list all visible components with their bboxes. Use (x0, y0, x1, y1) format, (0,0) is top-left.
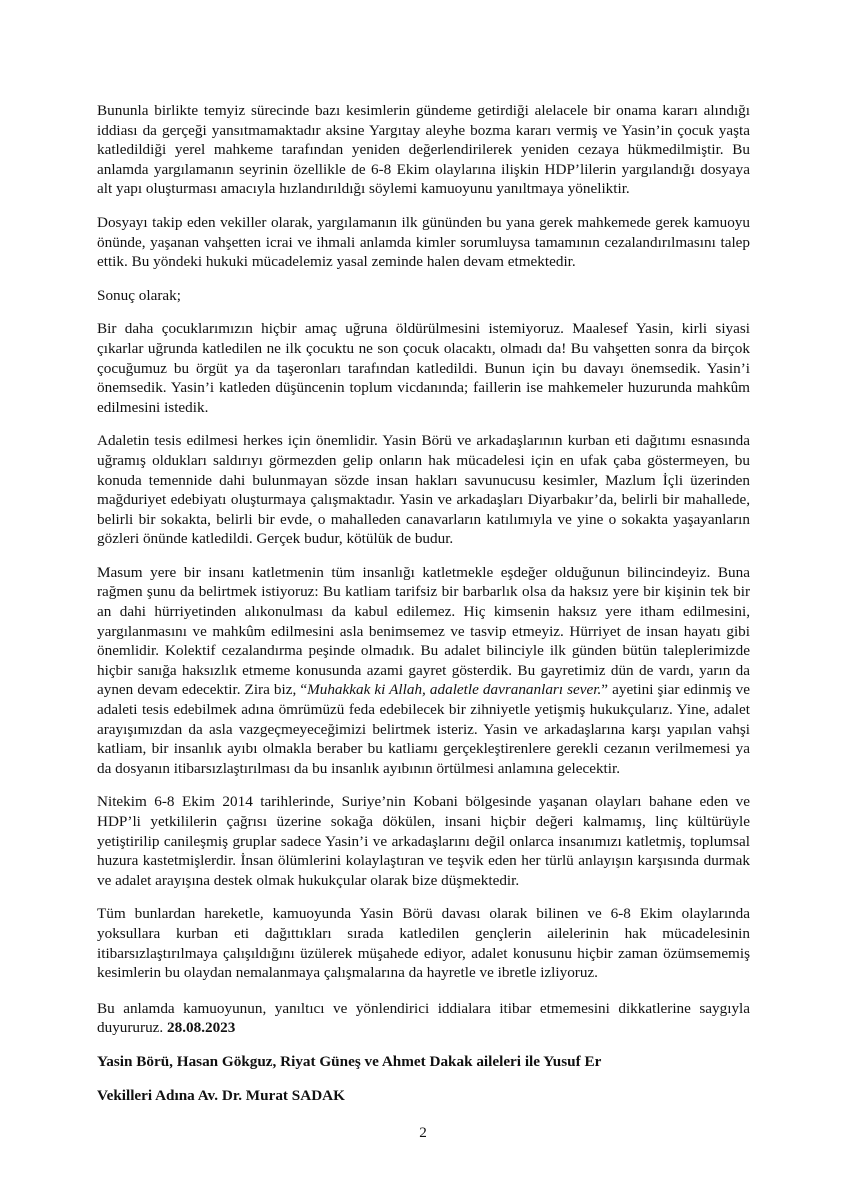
paragraph-conclusion-heading: Sonuç olarak; (97, 286, 181, 304)
document-date: 28.08.2023 (167, 1019, 236, 1037)
paragraph-justice: Adaletin tesis edilmesi herkes için önemlidir. Yasin Börü ve arkadaşlarının kurban eti dağıtımı esnasında uğramış oldukları saldırıyı görmezden gelip onların hak mücadelesi için en ufak çaba göstermeyen, bu konuda temennide dahi bulunmayan sözde insan hakları savunucusu kesimler, Mazlum İçli üzerinden mağduriyet edebiyatı oluşturmaya çalışmaktadır. Yasin ve arkadaşları Diyarbakır’da, belirli bir mahallede, belirli bir sokakta, belirli bir evde, o mahalleden canavarların katılımıyla ve yine o sokakta yaşayanların gözleri önünde katledildi. Gerçek budur, kötülük de budur. (97, 432, 750, 548)
paragraph-announcement (97, 999, 750, 1038)
paragraph-appeal-process: Bununla birlikte temyiz sürecinde bazı kesimlerin gündeme getirdiği alelacele bir onama kararı alındığı iddiası da gerçeği yansıtmamaktadır aksine Yargıtay aleyhe bozma kararı vermiş ve Yasin’in çocuk yaşta katledildiği yerel mahkeme tarafından yeniden değerlendirilerek yeniden cezaya hükmedilmiştir. Bu anlamda yargılamanın seyrinin özellikle de 6-8 Ekim olaylarına ilişkin HDP’lilerin yargılandığı dosyaya alt yapı oluşturması amacıyla hızlandırıldığı söylemi kamuoyunu yanıltmaya yöneliktir. (97, 102, 750, 198)
page-number: 2 (419, 1124, 427, 1141)
paragraph-innocent (97, 563, 750, 779)
document-body (97, 101, 750, 1119)
paragraph-innocent-text-before: Masum yere bir insanı katletmenin tüm insanlığı katletmekle eşdeğer olduğunun bilincindeyiz. Buna rağmen şunu da belirtmek istiyoruz: Bu katliam tarifsiz bir barbarlık olsa da haksız yere bir kişinin tek bir an dahi hürriyetinden alıkonulması da kabul edilemez. Hiç kimsenin haksız yere itham edilmesini, yargılanmasını ve mahkûm edilmesini asla benimsemez ve tasvip etmeyiz. Hürriyet de insan hayatı gibi önemlidir. Kolektif cezalandırma peşinde olmadık. Bu adalet bilinciyle ilk günden bütün taleplerimizde hiçbir sanığa haksızlık etmeme konusunda azami gayret gösterdik. Bu gayretimiz dün de vardı, yarın da aynen devam edecektir. Zira biz, “ (97, 563, 750, 699)
paragraph-children: Bir daha çocuklarımızın hiçbir amaç uğruna öldürülmesini istemiyoruz. Maalesef Yasin, kirli siyasi çıkarlar uğrunda katledilen ne ilk çocuktu ne son çocuk olacaktı, olmadı da! Bu vahşetten sonra da birçok çocuğumuz bu örgüt ya da taşeronları tarafından katledildi. Bunun için bu davayı önemsedik. Yasin’i önemsedik. Yasin’i katleden düşüncenin toplum vicdanında; faillerin ise mahkemeler huzurunda mahkûm edilmesini istedik. (97, 320, 750, 416)
signature-families: Yasin Börü, Hasan Gökguz, Riyat Güneş ve Ahmet Dakak aileleri ile Yusuf Er (97, 1052, 602, 1070)
paragraph-innocent-text-after: ” ayetini şiar edinmiş ve adaleti tesis edebilmek adına ömrümüzü feda edebilecek bir zihniyetle yetişmiş hukukçularız. Yine, adalet arayışımızdan da asla vazgeçmeyeceğimizi belirtmek isteriz. Yasin ve arkadaşlarına karşı yapılan vahşi katliam, bir insanlık ayıbı olmakla beraber bu katliamı gerçekleştirenlere gerekli cezanın verilmemesi ya da dosyanın itibarsızlaştırılması da bu insanlık ayıbının örtülmesi anlamına gelecektir. (97, 681, 750, 777)
announcement-text: Bu anlamda kamuoyunun, yanıltıcı ve yönlendirici iddialara itibar etmemesini dikkatlerine saygıyla duyururuz. (97, 999, 750, 1037)
paragraph-attorneys-demand: Dosyayı takip eden vekiller olarak, yargılamanın ilk gününden bu yana gerek mahkemede gerek kamuoyu önünde, yaşanan vahşetten icrai ve ihmali anlamda kimler sorumluysa tamamının cezalandırılmasını talep ettik. Bu yöndeki hukuki mücadelemiz yasal zeminde halen devam etmektedir. (97, 213, 750, 271)
quran-quote: Muhakkak ki Allah, adaletle davrananları sever. (307, 681, 602, 699)
paragraph-observation: Tüm bunlardan hareketle, kamuoyunda Yasin Börü davası olarak bilinen ve 6-8 Ekim olaylarında yoksullara kurban eti dağıttıkları sırada katledilen gençlerin ailelerinin hak mücadelesinin itibarsızlaştırılmaya çalışıldığını üzülerek müşahede ediyor, adalet konusunu hiçbir zaman özümsememiş kesimlerin bu olaydan nemalanmaya çalışmalarına da hayretle ve ibretle izliyoruz. (97, 905, 750, 982)
paragraph-kobani-events: Nitekim 6-8 Ekim 2014 tarihlerinde, Suriye’nin Kobani bölgesinde yaşanan olayları bahane eden ve HDP’li yetkililerin çağrısı üzerine sokağa dökülen, insani hiçbir değeri kalmamış, linç kültürüyle yetiştirilip canileşmiş gruplar sadece Yasin’i ve arkadaşlarını değil onlarca insanımızı katletmiş, toplumsal huzura kastetmişlerdir. İnsan ölümlerini kolaylaştıran ve teşvik eden her türlü anlayışın karşısında durmak ve adalet arayışına destek olmak hukukçular olarak bize düşmektedir. (97, 793, 750, 889)
signature-attorney: Vekilleri Adına Av. Dr. Murat SADAK (97, 1086, 345, 1104)
